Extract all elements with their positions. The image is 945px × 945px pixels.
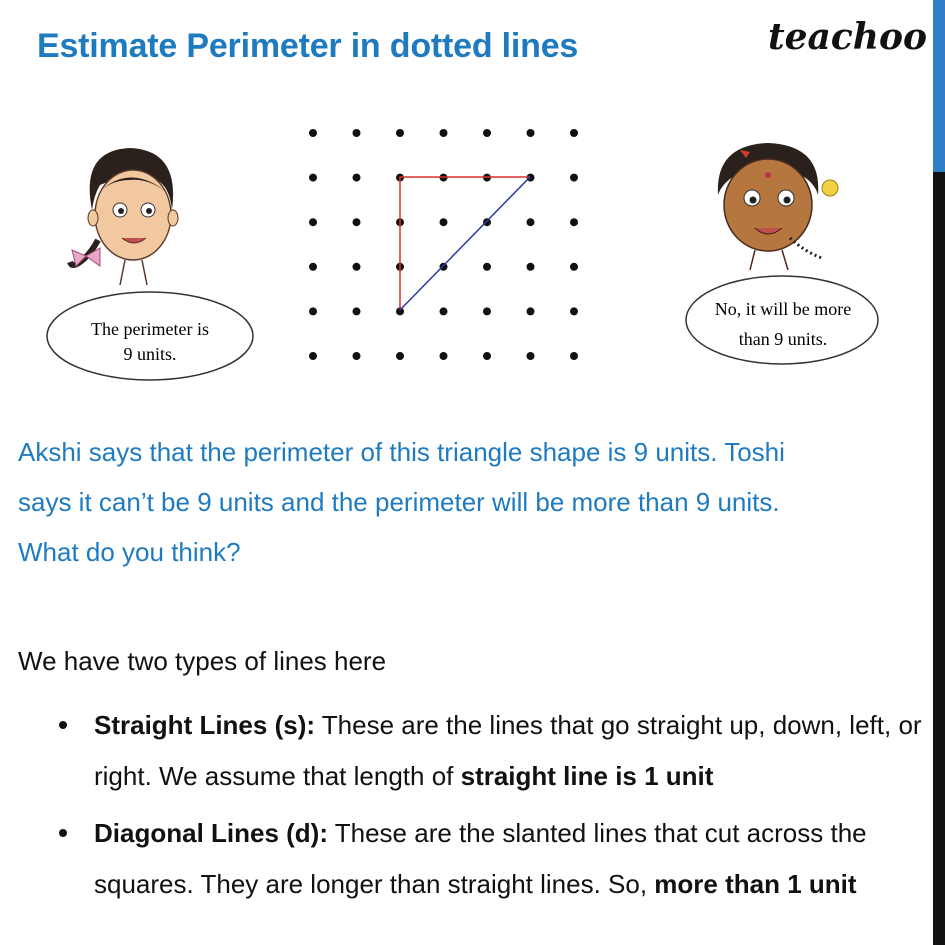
bullet-straight-lines — [94, 700, 924, 802]
toshi-speech-bubble — [686, 276, 878, 364]
dot-grid — [309, 129, 578, 360]
grid-dot — [353, 218, 361, 226]
bullet-bold-end: more than 1 unit — [654, 869, 857, 899]
grid-dot — [483, 263, 491, 271]
grid-dot — [440, 307, 448, 315]
grid-dot — [570, 174, 578, 182]
bullet-text: These are the slanted lines that cut across the squares. They are longer than straight lines. So, — [94, 818, 867, 899]
grid-dot — [527, 218, 535, 226]
toshi-girl-illustration — [718, 143, 838, 270]
grid-dot — [570, 307, 578, 315]
grid-dot — [570, 263, 578, 271]
question-line: What do you think? — [18, 537, 241, 567]
bullet-diagonal-lines — [94, 808, 924, 910]
toshi-speech-line1: No, it will be more — [714, 299, 852, 319]
grid-dot — [527, 307, 535, 315]
grid-dot — [483, 352, 491, 360]
teachoo-logo: teachoo — [768, 16, 927, 58]
bullet-bold-end: straight line is 1 unit — [460, 761, 714, 791]
page-title: Estimate Perimeter in dotted lines — [37, 27, 579, 65]
bullet-term: Straight Lines (s): — [94, 710, 316, 740]
akshi-speech-line1: The perimeter is — [91, 319, 209, 339]
grid-dot — [570, 218, 578, 226]
grid-dot — [570, 352, 578, 360]
grid-dot — [396, 352, 404, 360]
bullet-list — [94, 700, 924, 916]
grid-dot — [527, 352, 535, 360]
akshi-girl-illustration — [70, 148, 178, 285]
grid-dot — [440, 352, 448, 360]
grid-dot — [483, 307, 491, 315]
akshi-speech-line2: 9 units. — [123, 344, 177, 364]
question-line: says it can’t be 9 units and the perimeter will be more than 9 units. — [18, 487, 780, 517]
grid-dot — [527, 129, 535, 137]
intro-text: We have two types of lines here — [18, 646, 387, 676]
grid-dot — [309, 307, 317, 315]
grid-dot — [440, 263, 448, 271]
grid-dot — [353, 129, 361, 137]
grid-dot — [396, 129, 404, 137]
grid-dot — [483, 129, 491, 137]
grid-dot — [353, 307, 361, 315]
bullet-term: Diagonal Lines (d): — [94, 818, 328, 848]
dot-grid-figure — [0, 0, 945, 400]
grid-dot — [570, 129, 578, 137]
grid-dot — [309, 218, 317, 226]
bullet-text: These are the lines that go straight up, down, left, or right. We assume that length of — [94, 710, 922, 791]
grid-dot — [309, 263, 317, 271]
toshi-speech-line2: than 9 units. — [738, 329, 828, 349]
grid-dot — [309, 352, 317, 360]
grid-dot — [527, 263, 535, 271]
question-text — [18, 427, 918, 577]
triangle-diagonal-side — [400, 177, 530, 310]
grid-dot — [353, 263, 361, 271]
grid-dot — [353, 174, 361, 182]
grid-dot — [309, 129, 317, 137]
grid-dot — [309, 174, 317, 182]
grid-dot — [440, 129, 448, 137]
question-line: Akshi says that the perimeter of this triangle shape is 9 units. Toshi — [18, 437, 785, 467]
grid-dot — [440, 218, 448, 226]
grid-dot — [353, 352, 361, 360]
grid-dot — [483, 218, 491, 226]
